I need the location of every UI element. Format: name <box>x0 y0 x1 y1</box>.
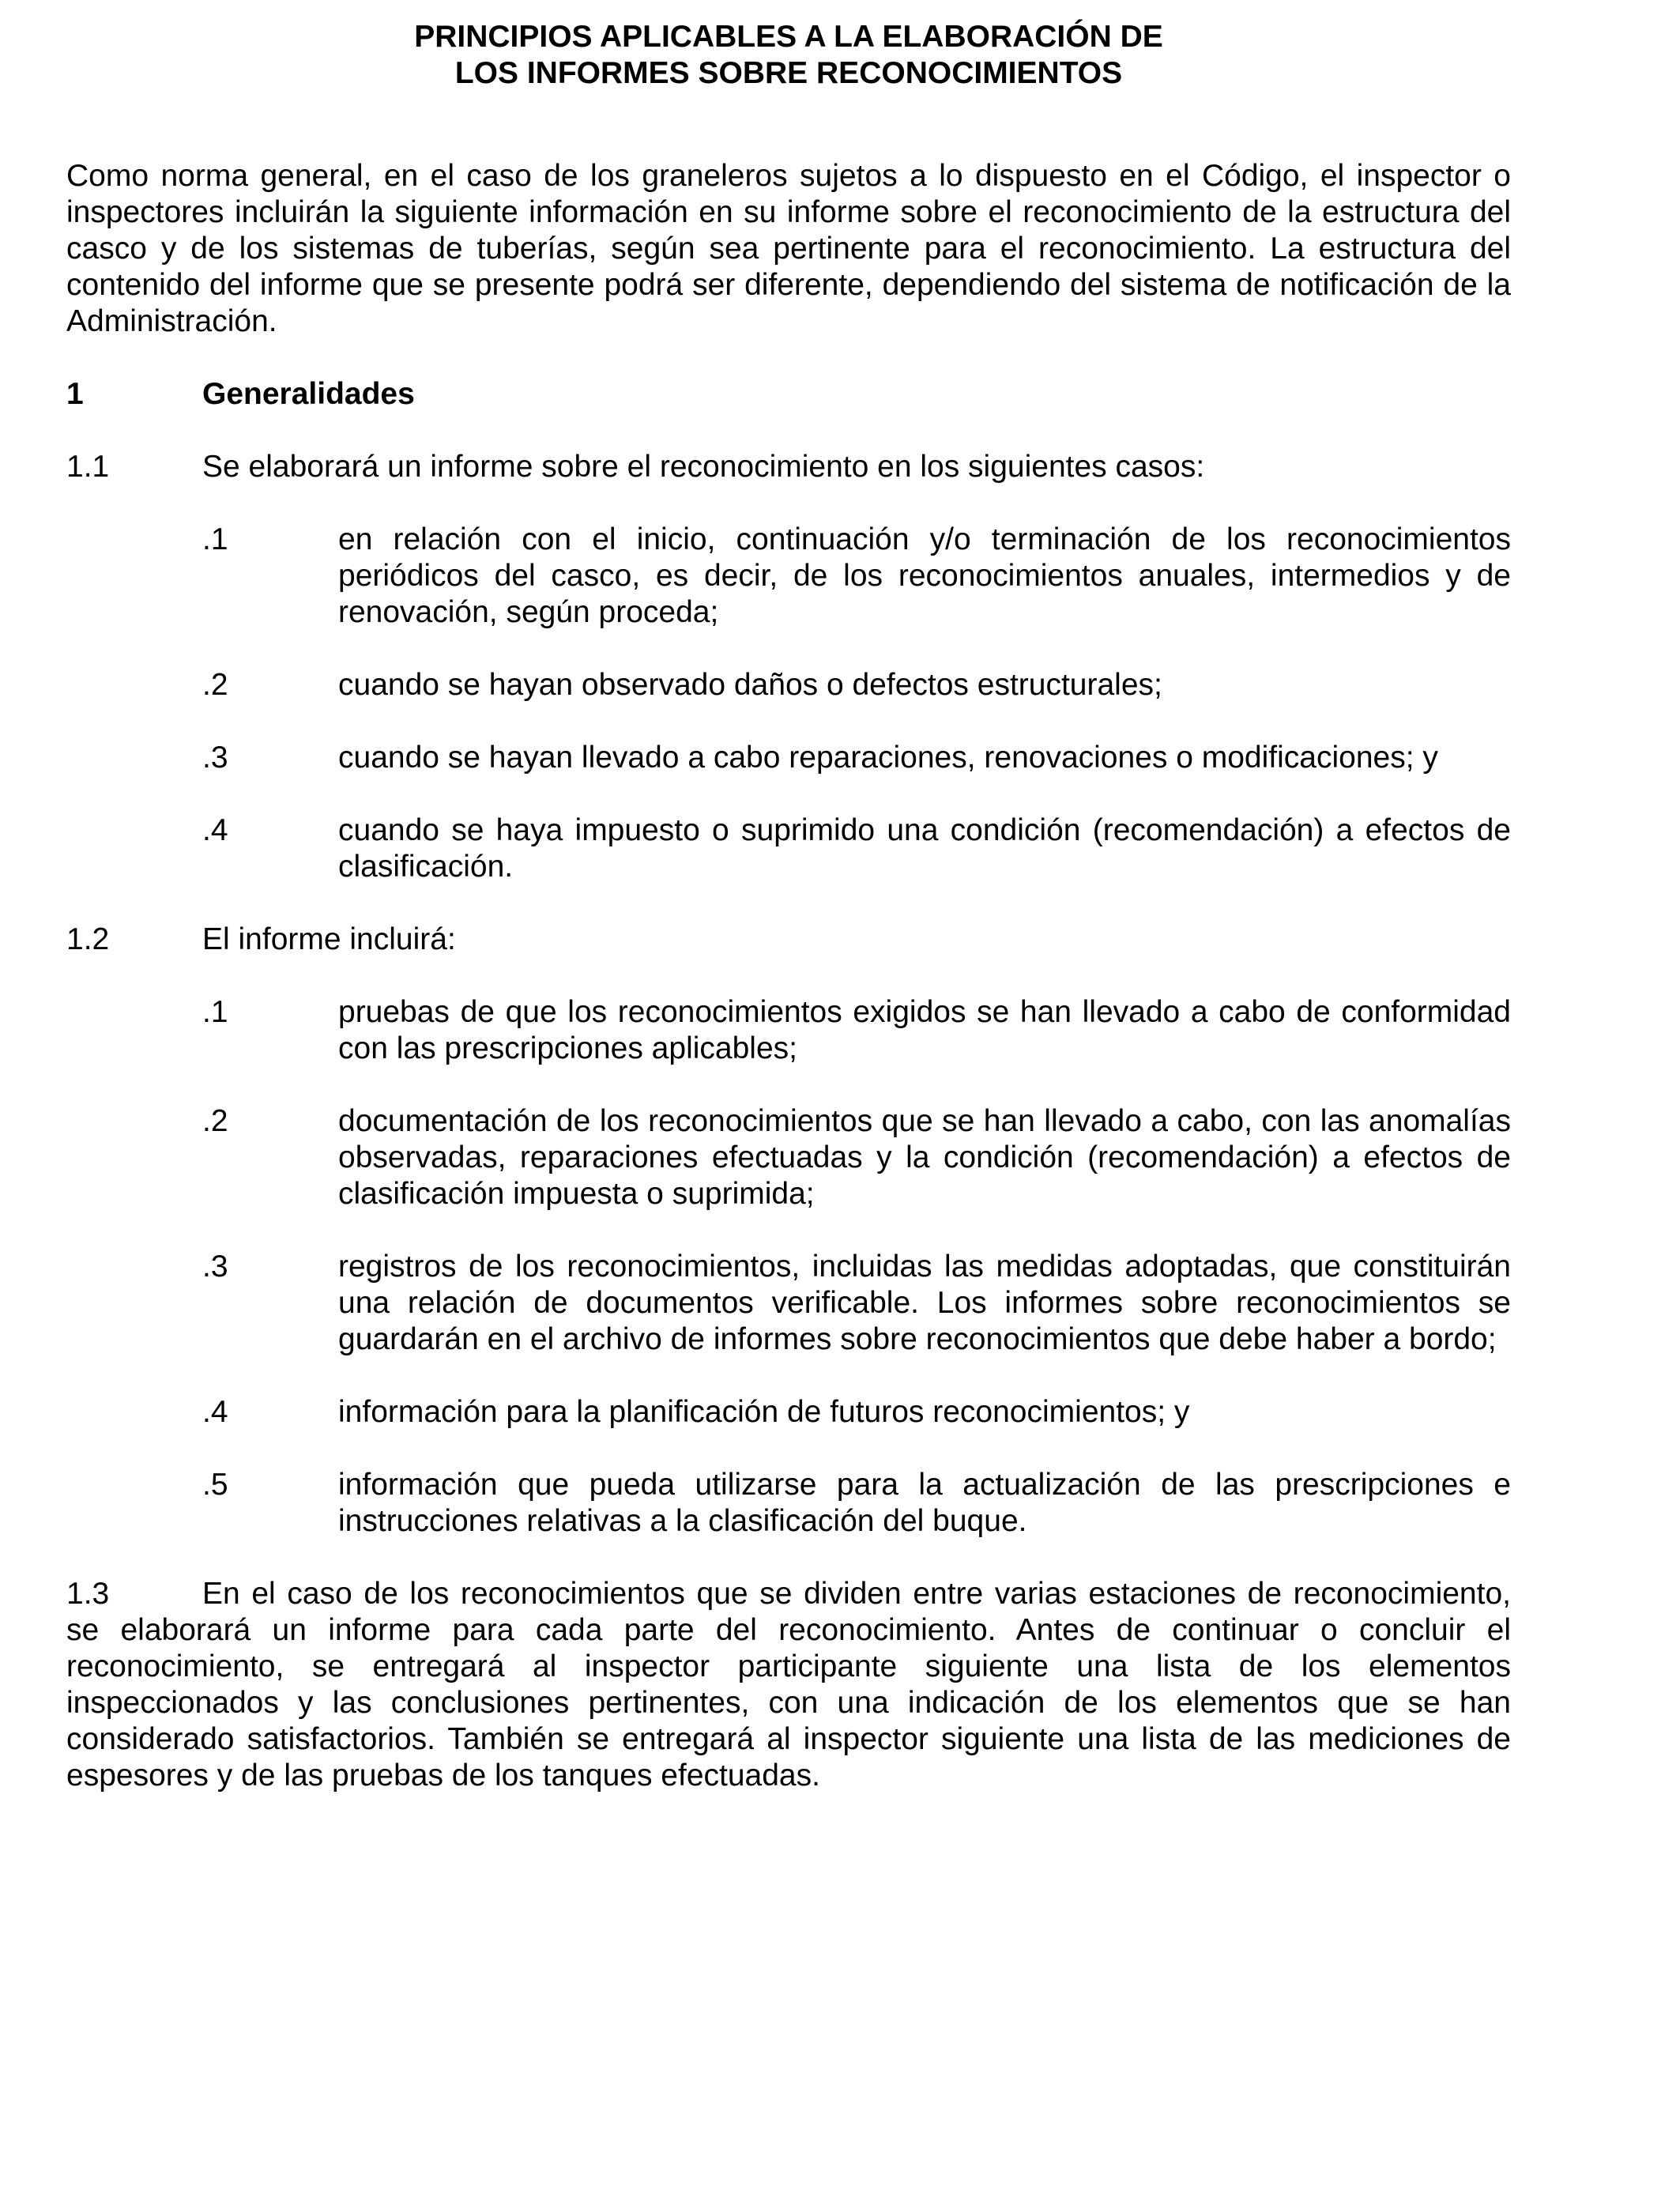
paragraph-1-3-number: 1.3 <box>66 1577 110 1611</box>
paragraph-1-1-number: 1.1 <box>66 450 110 484</box>
list-item-1-2-4 <box>66 1394 1511 1431</box>
section-1-heading <box>66 376 1511 413</box>
paragraph-1-1 <box>66 449 1511 485</box>
list-item-number: .5 <box>202 1468 228 1502</box>
paragraph-1-3-text: En el caso de los reconocimientos que se dividen entre varias estaciones de reconocimiento, se elaborará un informe para cada parte del reconocimiento. Antes de continuar o concluir el reconocimiento, se entregará al inspector participante siguiente una lista de los elementos inspeccionados y las conclusiones pertinentes, con una indicación de los elementos que se han considerado satisfactorios. También se entregará al inspector siguiente una lista de las mediciones de espesores y de las pruebas de los tanques efectuadas. <box>66 1577 1511 1793</box>
list-item-number: .3 <box>202 1250 228 1284</box>
paragraph-1-2-text: El informe incluirá: <box>202 922 456 956</box>
list-item-text: en relación con el inicio, continuación y/o terminación de los reconocimientos periódicos del casco, es decir, de los reconocimientos anuales, intermedios y de renovación, según proceda; <box>338 522 1511 629</box>
list-item-text: pruebas de que los reconocimientos exigidos se han llevado a cabo de conformidad con las prescripciones aplicables; <box>338 995 1511 1065</box>
paragraph-1-3 <box>66 1576 1511 1794</box>
list-item-1-2-2 <box>66 1103 1511 1212</box>
list-item-number: .2 <box>202 668 228 702</box>
title-line-2: LOS INFORMES SOBRE RECONOCIMIENTOS <box>454 56 1123 90</box>
list-item-number: .1 <box>202 995 228 1029</box>
list-item-number: .4 <box>202 813 228 847</box>
document-content <box>66 19 1511 1794</box>
list-item-1-1-3 <box>66 740 1511 776</box>
list-item-text: cuando se hayan observado daños o defectos estructurales; <box>338 668 1162 702</box>
list-item-text: cuando se hayan llevado a cabo reparaciones, renovaciones o modificaciones; y <box>338 741 1438 775</box>
paragraph-1-1-text: Se elaborará un informe sobre el reconocimiento en los siguientes casos: <box>202 450 1205 484</box>
list-item-text: documentación de los reconocimientos que se han llevado a cabo, con las anomalías observadas, reparaciones efectuadas y la condición (recomendación) a efectos de clasificación impuesta o suprimida; <box>338 1104 1511 1211</box>
section-1-title: Generalidades <box>202 377 415 411</box>
list-item-1-2-5 <box>66 1467 1511 1540</box>
list-item-1-1-1 <box>66 522 1511 631</box>
list-item-number: .2 <box>202 1104 228 1138</box>
list-item-1-1-4 <box>66 812 1511 885</box>
document-title <box>66 19 1511 92</box>
paragraph-1-2-number: 1.2 <box>66 922 110 956</box>
list-item-number: .4 <box>202 1395 228 1429</box>
list-item-1-2-1 <box>66 994 1511 1067</box>
intro-paragraph: Como norma general, en el caso de los graneleros sujetos a lo dispuesto en el Código, el inspector o inspectores incluirán la siguiente información en su informe sobre el reconocimiento de la estructura del casco y de los sistemas de tuberías, según sea pertinente para el reconocimiento. La estructura del contenido del informe que se presente podrá ser diferente, dependiendo del sistema de notificación de la Administración. <box>66 159 1511 338</box>
list-item-1-1-2 <box>66 667 1511 703</box>
list-item-1-2-3 <box>66 1249 1511 1358</box>
list-item-text: información que pueda utilizarse para la actualización de las prescripciones e instrucciones relativas a la clasificación del buque. <box>338 1468 1511 1538</box>
title-line-1: PRINCIPIOS APLICABLES A LA ELABORACIÓN DE <box>414 20 1163 54</box>
list-item-text: cuando se haya impuesto o suprimido una condición (recomendación) a efectos de clasificación. <box>338 813 1511 884</box>
list-item-text: información para la planificación de futuros reconocimientos; y <box>338 1395 1190 1429</box>
list-item-text: registros de los reconocimientos, incluidas las medidas adoptadas, que constituirán una relación de documentos verificable. Los informes sobre reconocimientos se guardarán en el archivo de informes sobre reconocimientos que debe haber a bordo; <box>338 1250 1511 1356</box>
list-item-number: .1 <box>202 522 228 556</box>
list-item-number: .3 <box>202 741 228 775</box>
section-1-number: 1 <box>66 377 84 411</box>
paragraph-1-2 <box>66 922 1511 958</box>
